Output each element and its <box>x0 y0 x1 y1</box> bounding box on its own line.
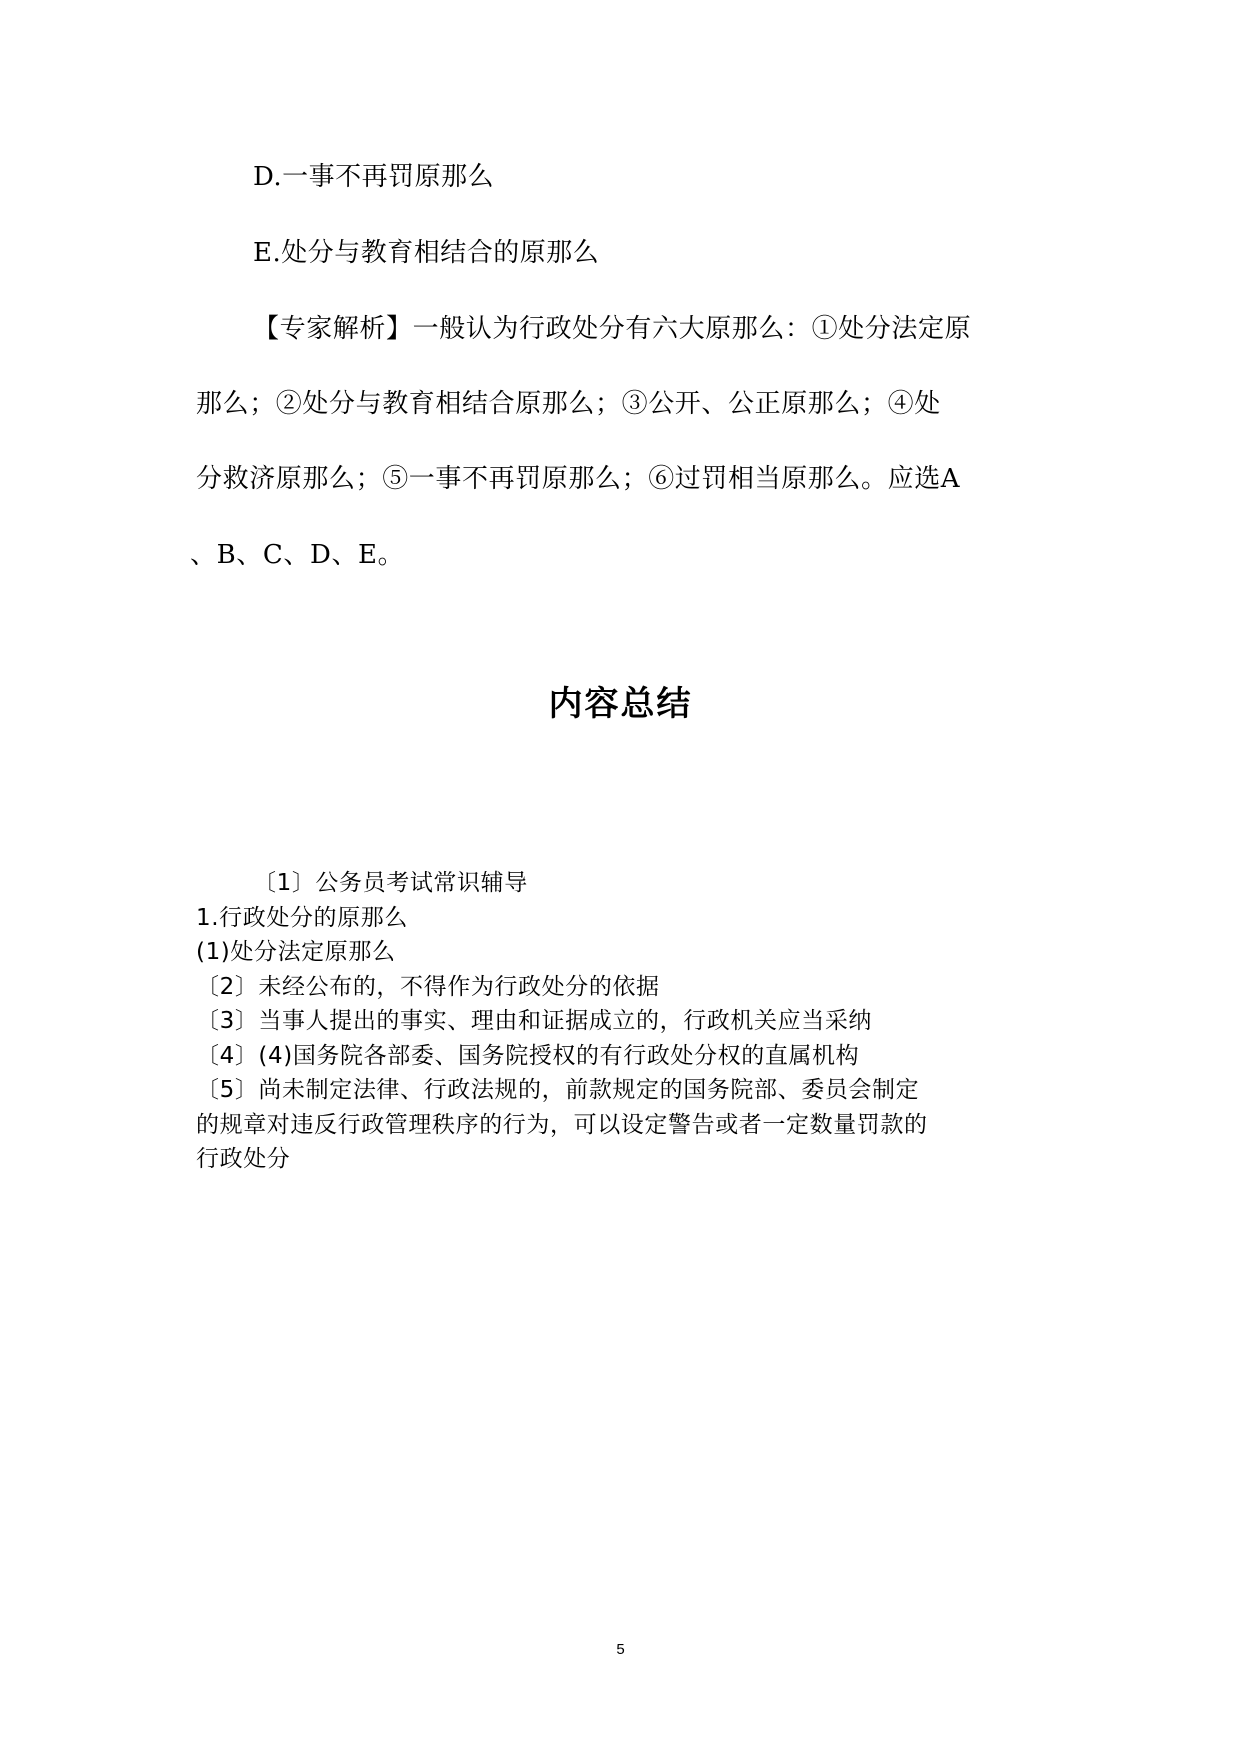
option-d: D.一事不再罚原那么 <box>253 162 495 192</box>
summary-line: 〔4〕(4)国务院各部委、国务院授权的有行政处分权的直属机构 <box>196 1042 860 1069</box>
summary-line: 〔2〕未经公布的，不得作为行政处分的依据 <box>196 973 660 1000</box>
analysis-line: 分救济原那么；⑤一事不再罚原那么；⑥过罚相当原那么。应选A <box>196 464 961 494</box>
page-number: 5 <box>616 1641 625 1658</box>
summary-line: 〔1〕公务员考试常识辅导 <box>253 870 528 896</box>
summary-list <box>196 866 1056 1177</box>
summary-line: 行政处分 <box>196 1146 291 1172</box>
summary-line: (1)处分法定原那么 <box>196 939 396 965</box>
summary-line: 的规章对违反行政管理秩序的行为，可以设定警告或者一定数量罚款的 <box>196 1111 928 1138</box>
summary-line: 〔5〕尚未制定法律、行政法规的，前款规定的国务院部、委员会制定 <box>196 1077 920 1103</box>
analysis-line: 那么；②处分与教育相结合原那么；③公开、公正原那么；④处 <box>196 389 941 419</box>
summary-title: 内容总结 <box>548 684 693 724</box>
option-e: E.处分与教育相结合的原那么 <box>253 238 600 268</box>
summary-line: 1.行政处分的原那么 <box>196 904 408 931</box>
summary-line: 〔3〕当事人提出的事实、理由和证据成立的，行政机关应当采纳 <box>196 1008 873 1034</box>
analysis-line: 【专家解析】一般认为行政处分有六大原那么：①处分法定原 <box>253 314 972 344</box>
analysis-line: 、B、C、D、E。 <box>190 540 405 570</box>
